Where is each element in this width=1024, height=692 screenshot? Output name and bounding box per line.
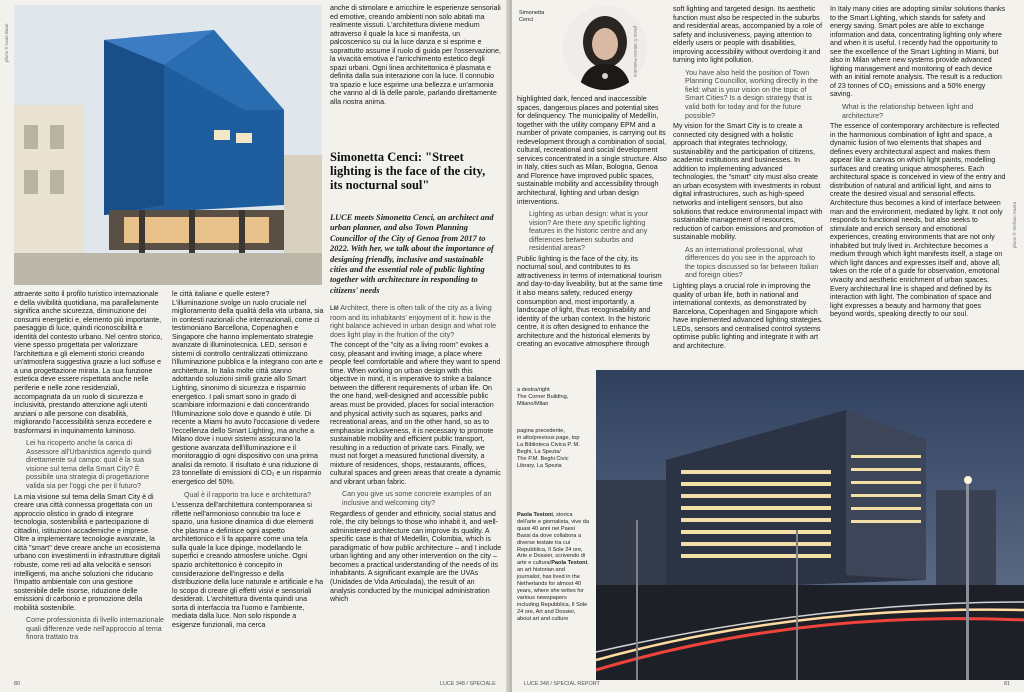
author-bio — [517, 512, 589, 623]
left-col3-top — [330, 4, 502, 136]
right-col1 — [517, 95, 667, 375]
right-col3-question: What is the relationship between light and architecture? — [842, 103, 974, 120]
caption-corner-building: a destra/right The Corner Building, Milano/Milan — [517, 387, 569, 407]
left-col1-text: attraente sotto il profilo turistico internazionale e della vivibilità quotidiana, ma parallelamente significa anche sicurezza, diminuzione dei consumi energetici e, elemento più importante, paesaggio di luce, quindi riconoscibilità e identità del contesto urbano. Nel centro storico, viene spesso progettata per valorizzare l'architettura e gli elementi storici creando un'atmosfera suggestiva grazie a luci soffuse e a una progettazione mirata. La sua funzione estetica deve essere rispettata anche nelle periferie e nelle zone residenziali, accompagnata da un ruolo di sicurezza e inclusività, prestando attenzione agli utenti anziani o alle persone con disabilità, migliorando l'accessibilità senza eccedere e trasformarsi in inquinamento luminoso. — [14, 290, 163, 435]
photo-credit: photo © Iwan Baan — [4, 23, 9, 62]
left-col2-question: Qual è il rapporto tra luce e architettura? — [184, 490, 311, 499]
right-col3-text: In Italy many cities are adopting similar solutions thanks to the Smart Lighting, which stands for safety and energy saving. Smart poles are able to exchange information and data, concentrating lighting only where and when it is useful. I recently had the opportunity to see the excellence of the Smart Lighting in Miami, but also in Milan where new systems provide advanced lighting management and monitoring of each device with an initial remote analysis. The result is a reduction of 23 tonnes of CO₂ emissions and a 50% energy saving. — [830, 5, 1006, 99]
right-col3 — [830, 5, 1006, 370]
bio-name-en: Paola Testoni — [551, 560, 588, 567]
left-col3-answer: The concept of the "city as a living room" evokes a cosy, pleasant and inviting image, a place where people feel comfortable and where they want to spend time. When working on urban design with this objective in mind, it is imperative to strike a balance between the different requirements of urban life. On the one hand, well-designed and accessible public areas must be provided, places for social interaction and physical activity such as squares, parks and recreational areas, and on the other hand, so as to emphasise inclusiveness, it is necessary to promote sustainable mobility and efficient public transport, resulting in a reduction of private cars. Finally, we must not forget a measured functional diversity, a mixture of residences, shops, restaurants, offices, cultural spaces and green areas that create a dynamic and vibrant urban fabric. — [330, 341, 501, 486]
left-col2 — [172, 290, 324, 678]
left-col2-text: le città italiane e quelle estere? — [172, 290, 270, 298]
left-col3-answer2: Regardless of gender and ethnicity, social status and role, the city belongs to those who inhabit it, and well-administered architecture can improve its quality. A specific case is that of Medellin, Colombia, which is paradigmatic of how public architecture – and I include urban lighting and any other intervention on the city – becomes a practical understanding of the needs of its inhabitants. A significant example are the UVAs (Unidades de Vida Articulada), the result of an analysis conducted by the municipal administration which — [330, 509, 502, 604]
left-col2-answer2: L'essenza dell'architettura contemporanea si riflette nell'armonioso connubio tra luce e spazio, una fusione dinamica di due elementi che plasma e definisce ogni aspetto architettonico e li fa apparire come una tela sulla quale la luce dipinge, modellando le superfici e creando atmosfere uniche. Ogni spazio architettonico è concepito in considerazione dell'ingresso e della distribuzione della luce naturale e artificiale e ha lo scopo di creare gli effetti visivi e sensoriali desiderati. L'architettura diventa quindi una sorta di interfaccia tra l'uomo e l'ambiente, mediata dalla luce. Non solo risponde a esigenze funzionali, ma cerca — [172, 501, 324, 629]
left-col1 — [14, 290, 164, 678]
right-folio-text: LUCE 348 / SPECIAL REPORT — [524, 681, 600, 687]
right-col2-question: You have also held the position of Town Planning Councillor, working directly in the field: what is your vision on the topic of Smart Cities? Is a design strategy that is valid both for today and for the future possible? — [685, 68, 818, 120]
article-deck: LUCE meets Simonetta Cenci, an architect and urban planner, and also Town Planning Councillor of the City of Genoa from 2017 to 2022. With her, we talk about the importance of designing friendly, inclusive and sustainable cities and the essential role of public lighting together with architecture in responding to citizens' needs — [330, 213, 494, 295]
right-col1-question: Lighting as urban design: what is your vision? Are there any specific lighting features in the historic centre and any differences between suburbs and residential areas? — [529, 210, 649, 253]
bio-name-it: Paola Testoni — [517, 512, 553, 518]
left-folio-number: 80 — [14, 681, 20, 687]
right-col2-question2: As an international professional, what differences do you see in the approach to the topics discussed so far between Italian and foreign cities? — [685, 245, 819, 280]
library-photo — [14, 5, 322, 285]
right-col2 — [673, 5, 823, 370]
bio-en: , an art historian and journalist, has lived in the Netherlands for almost 40 years, where she writes for various newspapers including Repubblica, Il Sole 24 ore, Art and Dossier, about art and culture — [517, 560, 589, 622]
left-col2-answer: L'illuminazione svolge un ruolo cruciale nel miglioramento della qualità della vita urbana, sia in contesti nazionali che internazionali, come ci testimoniano Barcellona, Copenaghen e Singapore che hanno implementato strategie avanzate di illuminotecnica. LED, sensori e sistemi di controllo centralizzati ottimizzano l'illuminazione pubblica e la integrano con arte e architettura. In Italia molte città stanno adottando soluzioni simili grazie allo Smart Lighting, sinonimo di sicurezza e risparmio energetico. I pali smart sono in grado di scambiare informazioni e dati concentrando l'illuminazione solo dove e quando è utile. Di recente a Miami ho avuto l'occasione di vedere l'eccellenza dello Smart Lighting, ma anche a Milano dove i nuovi sistemi assicurano la gestione avanzata dell'illuminazione e il monitoraggio di ogni dispositivo con una prima analisi da remoto. Il risultato è una riduzione di 23 tonnellate di emissioni di CO₂ e un risparmio energetico del 50%. — [172, 298, 324, 487]
right-col2-answer: My vision for the Smart City is to create a connected city designed with a holistic approach that integrates technology, sustainability and the participation of citizens, academic institutions and businesses. In addition to implementing advanced technologies, the "smart" city must also create an urban ecosystem with investments in robust digital infrastructures, such as high-speed networks and intelligent sensors, but also solutions that reduce environmental impact with sustainable management of resources, reduction of carbon emissions and promotion of sustainable mobility. — [673, 122, 823, 242]
building-photo-credit: photo © Stefano Anzini — [1012, 202, 1017, 248]
article-title: Simonetta Cenci: "Street lighting is the face of the city, its nocturnal soul" — [330, 150, 486, 192]
left-page — [0, 0, 510, 692]
right-col1-answer: Public lighting is the face of the city, its nocturnal soul, and contributes to its attractiveness in terms of international tourism and day-to-day liveability, but at the same time it also means safety, reduced energy consumption and, most importantly, a landscape of light, thus recognisability and identity of the urban context. In the historic centre, it is often designed to enhance the architecture and the historical elements by creating an evocative atmosphere through — [517, 254, 663, 349]
right-folio-number: 81 — [1004, 681, 1010, 687]
caption-library: pagina precedente, in alto/previous page, top La Biblioteca Civica P. M. Beghi, La Spezia/ The P.M. Beghi Civic Library, La Spezia — [517, 428, 580, 469]
left-col1-question: Lei ha ricoperto anche la carica di Assessore all'Urbanistica agendo quindi direttamente sul campo: qual è la sua visione sul tema della Smart City? È possibile una strategia di progettazione valida sia per l'oggi che per il futuro? — [26, 439, 152, 491]
portrait-credit: photo © Vittorio Pastorino — [633, 26, 638, 78]
corner-building-photo — [596, 370, 1024, 680]
left-col3-question-text: Architect, there is often talk of the city as a living room and its inhabitants' enjoyment of it: how is the right balance achieved in urban design and what role does light play in the fruition of the city? — [330, 304, 497, 339]
left-col3 — [330, 300, 502, 678]
right-col2-answer2: Lighting plays a crucial role in improving the quality of urban life, both in national and international contexts, as demonstrated by Barcelona, Copenhagen and Singapore which have implemented advanced lighting strategies. LEDs, sensors and centralised control systems optimise public lighting and integrate it with art and architecture. — [673, 281, 823, 350]
left-col3-top-text: anche di stimolare e arricchire le esperienze sensoriali ed emotive, creando ambienti non solo abitati ma realmente vissuti. L'architettura diviene medium attraverso il quale la luce si manifesta, un palcoscenico su cui la luce danza e si esprime e soprattutto assume il ruolo di guida per l'osservazione, la vivacità emotiva e l'arricchimento estetico degli spazi urbani. Ogni linea architettonica è plasmata e definita dalla sua interazione con la luce. Il connubio tra spazio e luce esprime una bellezza e un'armonia che vanno al di là delle parole, parlando direttamente alla nostra anima. — [330, 4, 501, 107]
left-col1-answer: La mia visione sul tema della Smart City è di creare una città connessa progettata con un approccio olistico in grado di integrare tecnologia, sostenibilità e partecipazione di cittadini, istituzioni accademiche e imprese. Oltre a implementare tecnologie avanzate, la città "smart" deve creare anche un ecosistema urbano con investimenti in infrastrutture digitali robuste, come reti ad alta velocità e sensori intelligenti, ma anche soluzioni che riducano l'impatto ambientale con una gestione sostenibile delle risorse, riduzione delle emissioni di carbonio e promozione della mobilità sostenibile. — [14, 492, 161, 612]
portrait-name-first: Simonetta — [519, 10, 545, 16]
right-col3-answer: The essence of contemporary architecture is reflected in the harmonious combination of light and space, a dynamic fusion of two elements that shapes and defines every architectural aspect and makes them appear like a canvas on which light paints, modelling surfaces and creating unique atmospheres. Each architectural space is conceived in view of the entry and distribution of natural and artificial light, and aims to create the desired visual and sensorial effects. Architecture thus becomes a kind of interface between man and the environment, mediated by light. It not only responds to functional needs, but also seeks to stimulate and enrich sensory and emotional experiences, creating environments that are not only inhabited but truly lived in. Architecture becomes a medium through which light manifests itself, a stage on which light dances and expresses itself and, above all, takes on the role of a guide for observation, emotional vivacity and aesthetic enrichment of urban spaces. Every architectural line is shaped and defined by its interaction with light. The combination of space and light expresses a beauty and harmony that goes beyond words, speaking directly to our soul. — [830, 122, 1006, 319]
lm-mark: LM — [330, 306, 339, 312]
right-col2-text: soft lighting and targeted design. Its aesthetic function must also be respected in the suburbs and residential areas, accompanied by a role of safety and inclusiveness, paying attention to elderly users or people with disabilities, improving accessibility without overdoing it and turning into light pollution. — [673, 5, 823, 65]
left-folio-text: LUCE 348 / SPECIALE — [440, 681, 496, 687]
bio-it: , storica dell'arte e giornalista, vive da quasi 40 anni nei Paesi Bassi da dove collabora a diverse testate tra cui Repubblica, Il Sole 24 ore, Arte e Dossier, scrivendo di arte e cultura/ — [517, 512, 589, 567]
left-col3-question2: Can you give us some concrete examples of an inclusive and welcoming city? — [342, 490, 492, 508]
night-city-illustration — [596, 370, 1024, 680]
portrait-name — [519, 10, 561, 24]
left-col1-question2: Come professionista di livello internazionale quali differenze vede nell'approccio al tema finora trattato tra — [26, 616, 164, 642]
library-building-illustration — [14, 5, 322, 285]
portrait-name-last: Cenci — [519, 16, 534, 23]
left-col3-question — [330, 304, 502, 339]
right-col1-text: highlighted dark, fenced and inaccessible spaces, dangerous places and potential sites for delinquency. The municipality of Medellín, together with the utility company EPM and a number of private companies, is carrying out its redevelopment through a combination of social, cultural, recreational and social development services concentrated in a single structure. Also in Italy, cities such as Milan, Bologna, Genoa and Florence have improved public spaces, sustainable mobility and accessibility through architectural, lighting and urban design interventions. — [517, 95, 667, 206]
